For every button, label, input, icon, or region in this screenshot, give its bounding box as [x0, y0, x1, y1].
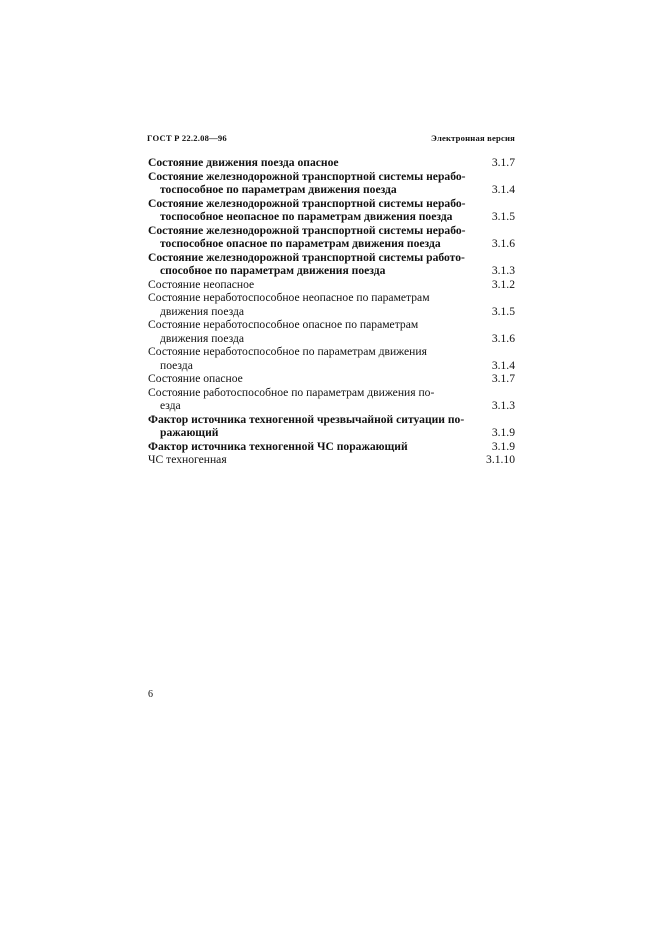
index-entry — [148, 251, 515, 278]
entry-section-reference: 3.1.9 — [491, 426, 515, 439]
index-entry — [148, 156, 515, 170]
index-entry — [148, 453, 515, 467]
index-entry — [148, 278, 515, 292]
entry-term-text: ЧС техногенная — [148, 453, 227, 466]
entry-term-line — [148, 372, 515, 386]
entry-term-text: Состояние железнодорожной транспортной системы работо- — [148, 250, 465, 264]
entry-section-reference: 3.1.10 — [486, 453, 515, 466]
entry-term-continuation — [148, 237, 515, 251]
entry-section-reference: 3.1.4 — [491, 183, 515, 196]
entry-term-text: движения поезда — [160, 304, 245, 318]
entry-term-text: Состояние железнодорожной транспортной системы нерабо- — [148, 169, 466, 183]
index-entry — [148, 386, 515, 413]
entry-term-text: Состояние работоспособное по параметрам движения по- — [148, 385, 435, 399]
entry-term-continuation — [148, 332, 515, 346]
entry-term-text: Состояние неработоспособное опасное по параметрам — [148, 318, 419, 331]
entry-term-line — [148, 413, 515, 427]
page-number: 6 — [148, 689, 153, 700]
edition-label: Электронная версия — [431, 133, 515, 143]
entry-term-text: поезда — [160, 358, 193, 372]
entry-term-text: движения поезда — [160, 331, 245, 345]
entry-term-text: Состояние опасное — [148, 372, 243, 385]
entry-section-reference: 3.1.6 — [491, 331, 515, 345]
index-entry — [148, 440, 515, 454]
entry-term-text: Фактор источника техногенной ЧС поражающий — [148, 439, 408, 453]
entry-term-continuation — [148, 305, 515, 319]
index-entry — [148, 345, 515, 372]
entry-section-reference: 3.1.7 — [491, 156, 515, 169]
entry-term-line — [148, 453, 515, 467]
entry-term-line — [148, 156, 515, 170]
entry-term-text: Состояние неработоспособное по параметрам движения — [148, 345, 427, 358]
index-entry — [148, 413, 515, 440]
index-entry — [148, 224, 515, 251]
entry-term-text: ражающий — [160, 426, 219, 439]
index-entry — [148, 291, 515, 318]
entry-section-reference: 3.1.5 — [491, 210, 515, 223]
entry-term-continuation — [148, 359, 515, 373]
entry-term-text: Состояние неработоспособное неопасное по параметрам — [148, 291, 430, 304]
entry-term-line — [148, 224, 515, 238]
entry-section-reference: 3.1.5 — [491, 304, 515, 318]
entry-term-line — [148, 386, 515, 400]
entry-section-reference: 3.1.4 — [491, 358, 515, 372]
index-entry — [148, 197, 515, 224]
entry-term-text: Состояние неопасное — [148, 277, 255, 291]
entry-term-continuation — [148, 264, 515, 278]
entry-term-line — [148, 345, 515, 359]
entry-section-reference: 3.1.7 — [491, 372, 515, 385]
entry-term-text: тоспособное опасное по параметрам движения поезда — [160, 237, 441, 250]
entry-term-text: езда — [160, 399, 181, 412]
entry-term-text: Состояние железнодорожной транспортной системы нерабо- — [148, 196, 466, 210]
entry-term-text: тоспособное неопасное по параметрам движения поезда — [160, 210, 453, 223]
entry-section-reference: 3.1.3 — [491, 264, 515, 277]
entry-term-text: Состояние железнодорожной транспортной системы нерабо- — [148, 223, 466, 237]
entry-term-line — [148, 197, 515, 211]
index-entry — [148, 318, 515, 345]
index-entry — [148, 170, 515, 197]
entry-term-line — [148, 318, 515, 332]
index-entry — [148, 372, 515, 386]
entry-term-continuation — [148, 426, 515, 440]
entry-term-continuation — [148, 399, 515, 413]
entry-term-text: тоспособное по параметрам движения поезда — [160, 183, 397, 196]
entry-term-line — [148, 170, 515, 184]
entry-term-line — [148, 251, 515, 265]
entry-term-text: способное по параметрам движения поезда — [160, 264, 386, 277]
entry-term-continuation — [148, 210, 515, 224]
entry-term-text: Фактор источника техногенной чрезвычайной ситуации по- — [148, 412, 465, 426]
entry-term-line — [148, 278, 515, 292]
entry-term-text: Состояние движения поезда опасное — [148, 156, 339, 169]
standard-designation: ГОСТ Р 22.2.08—96 — [147, 133, 227, 143]
entry-section-reference: 3.1.2 — [491, 277, 515, 291]
running-header — [147, 133, 515, 145]
entry-term-continuation — [148, 183, 515, 197]
index-entry-list — [148, 156, 515, 467]
entry-section-reference: 3.1.3 — [491, 399, 515, 412]
entry-term-line — [148, 440, 515, 454]
entry-section-reference: 3.1.9 — [491, 439, 515, 453]
entry-term-line — [148, 291, 515, 305]
entry-section-reference: 3.1.6 — [491, 237, 515, 250]
